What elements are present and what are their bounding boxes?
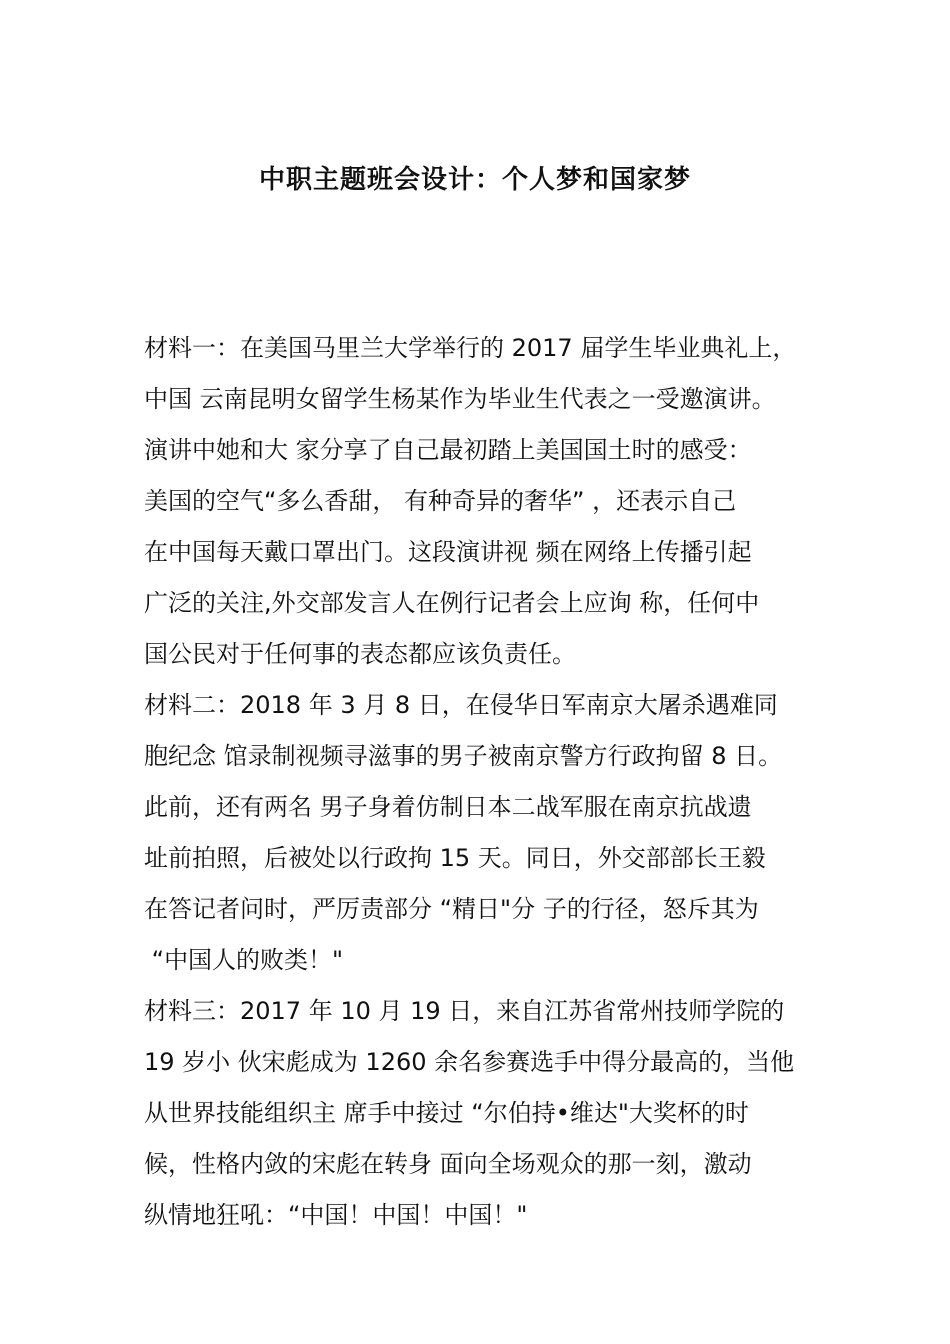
document-body — [144, 323, 834, 1241]
body-line: 在中国每天戴口罩出门。这段演讲视 频在网络上传播引起 — [144, 538, 752, 566]
body-line: “中国人的败类！" — [144, 946, 344, 974]
body-line: 中国 云南昆明女留学生杨某作为毕业生代表之一受邀演讲。 — [144, 385, 776, 413]
body-line: 材料二：2018 年 3 月 8 日，在侵华日军南京大屠杀遇难同 — [144, 691, 778, 719]
body-line: 址前拍照，后被处以行政拘 15 天。同日，外交部部长王毅 — [144, 844, 766, 872]
body-line: 19 岁小 伙宋彪成为 1260 余名参赛选手中得分最高的，当他 — [144, 1048, 795, 1076]
body-line: 候，性格内敛的宋彪在转身 面向全场观众的那一刻，激动 — [144, 1150, 752, 1178]
body-line: 美国的空气“多么香甜， 有种奇异的奢华” ，还表示自己 — [144, 487, 737, 515]
body-line: 此前，还有两名 男子身着仿制日本二战军服在南京抗战遗 — [144, 793, 752, 821]
body-line: 纵情地狂吼：“中国！中国！中国！" — [144, 1201, 528, 1229]
body-line: 胞纪念 馆录制视频寻滋事的男子被南京警方行政拘留 8 日。 — [144, 742, 783, 770]
body-line: 演讲中她和大 家分享了自己最初踏上美国国土时的感受： — [144, 436, 752, 464]
body-line: 材料一：在美国马里兰大学举行的 2017 届学生毕业典礼上， — [144, 334, 797, 362]
body-line: 国公民对于任何事的表态都应该负责任。 — [144, 640, 576, 668]
body-line: 材料三：2017 年 10 月 19 日，来自江苏省常州技师学院的 — [144, 997, 785, 1025]
document-title: 中职主题班会设计：个人梦和国家梦 — [258, 165, 691, 195]
body-line: 广泛的关注,外交部发言人在例行记者会上应询 称，任何中 — [144, 589, 760, 617]
body-line: 在答记者问时，严厉责部分 “精日"分 子的行径，怒斥其为 — [144, 895, 759, 923]
body-line: 从世界技能组织主 席手中接过 “尔伯持•维达"大奖杯的时 — [144, 1099, 749, 1127]
